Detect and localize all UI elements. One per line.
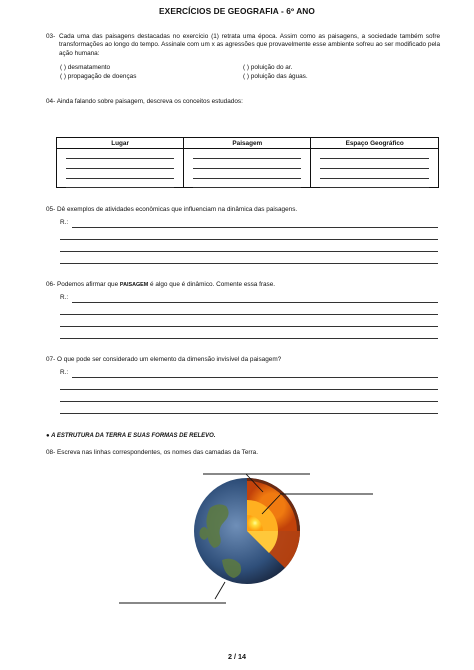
page-number: 2 / 14	[228, 652, 246, 661]
option-desmatamento[interactable]: ( ) desmatamento	[60, 64, 111, 71]
question-number: 07-	[46, 356, 56, 363]
question-text-end: é algo que é dinâmico. Comente essa frase.	[148, 281, 276, 288]
answer-label: R.:	[60, 369, 69, 376]
option-poluicao-ar[interactable]: ( ) poluição do ar.	[243, 64, 293, 71]
answer-label: R.:	[60, 294, 69, 301]
page-title: EXERCÍCIOS DE GEOGRAFIA - 6º ANO	[159, 6, 315, 16]
question-text: Podemos afirmar que	[57, 281, 120, 288]
question-text: Escreva nas linhas correspondentes, os nomes das camadas da Terra.	[57, 449, 258, 456]
keyword-paisagem: PAISAGEM	[119, 282, 149, 288]
question-text: Cada uma das paisagens destacadas no exercício (1) retrata uma época. Assim como as paisagens, a sociedade também sofre transformações ao longo do tempo. Assinale com um x as agressões que provavelmente esse ambiente sofreu ao ser modificado pela ação humana:	[59, 33, 440, 57]
question-number: 04-	[46, 98, 56, 105]
pointer-core	[215, 582, 225, 599]
answer-label: R.:	[60, 219, 69, 226]
question-text: Dê exemplos de atividades econômicas que influenciam na dinâmica das paisagens.	[57, 206, 298, 213]
section-heading: ● A ESTRUTURA DA TERRA E SUAS FORMAS DE RELEVO.	[46, 433, 216, 439]
option-poluicao-aguas[interactable]: ( ) poluição das águas.	[243, 73, 308, 80]
column-header-paisagem: Paisagem	[184, 138, 311, 149]
column-header-lugar: Lugar	[57, 138, 184, 149]
question-number: 06-	[46, 281, 56, 288]
question-text: Ainda falando sobre paisagem, descreva os conceitos estudados:	[56, 98, 243, 105]
question-number: 08-	[46, 449, 56, 456]
question-number: 03-	[46, 33, 56, 40]
option-doencas[interactable]: ( ) propagação de doenças	[60, 73, 137, 80]
column-header-espaco: Espaço Geográfico	[311, 138, 439, 149]
question-text: O que pode ser considerado um elemento da dimensão invisível da paisagem?	[57, 356, 282, 363]
question-number: 05-	[46, 206, 56, 213]
